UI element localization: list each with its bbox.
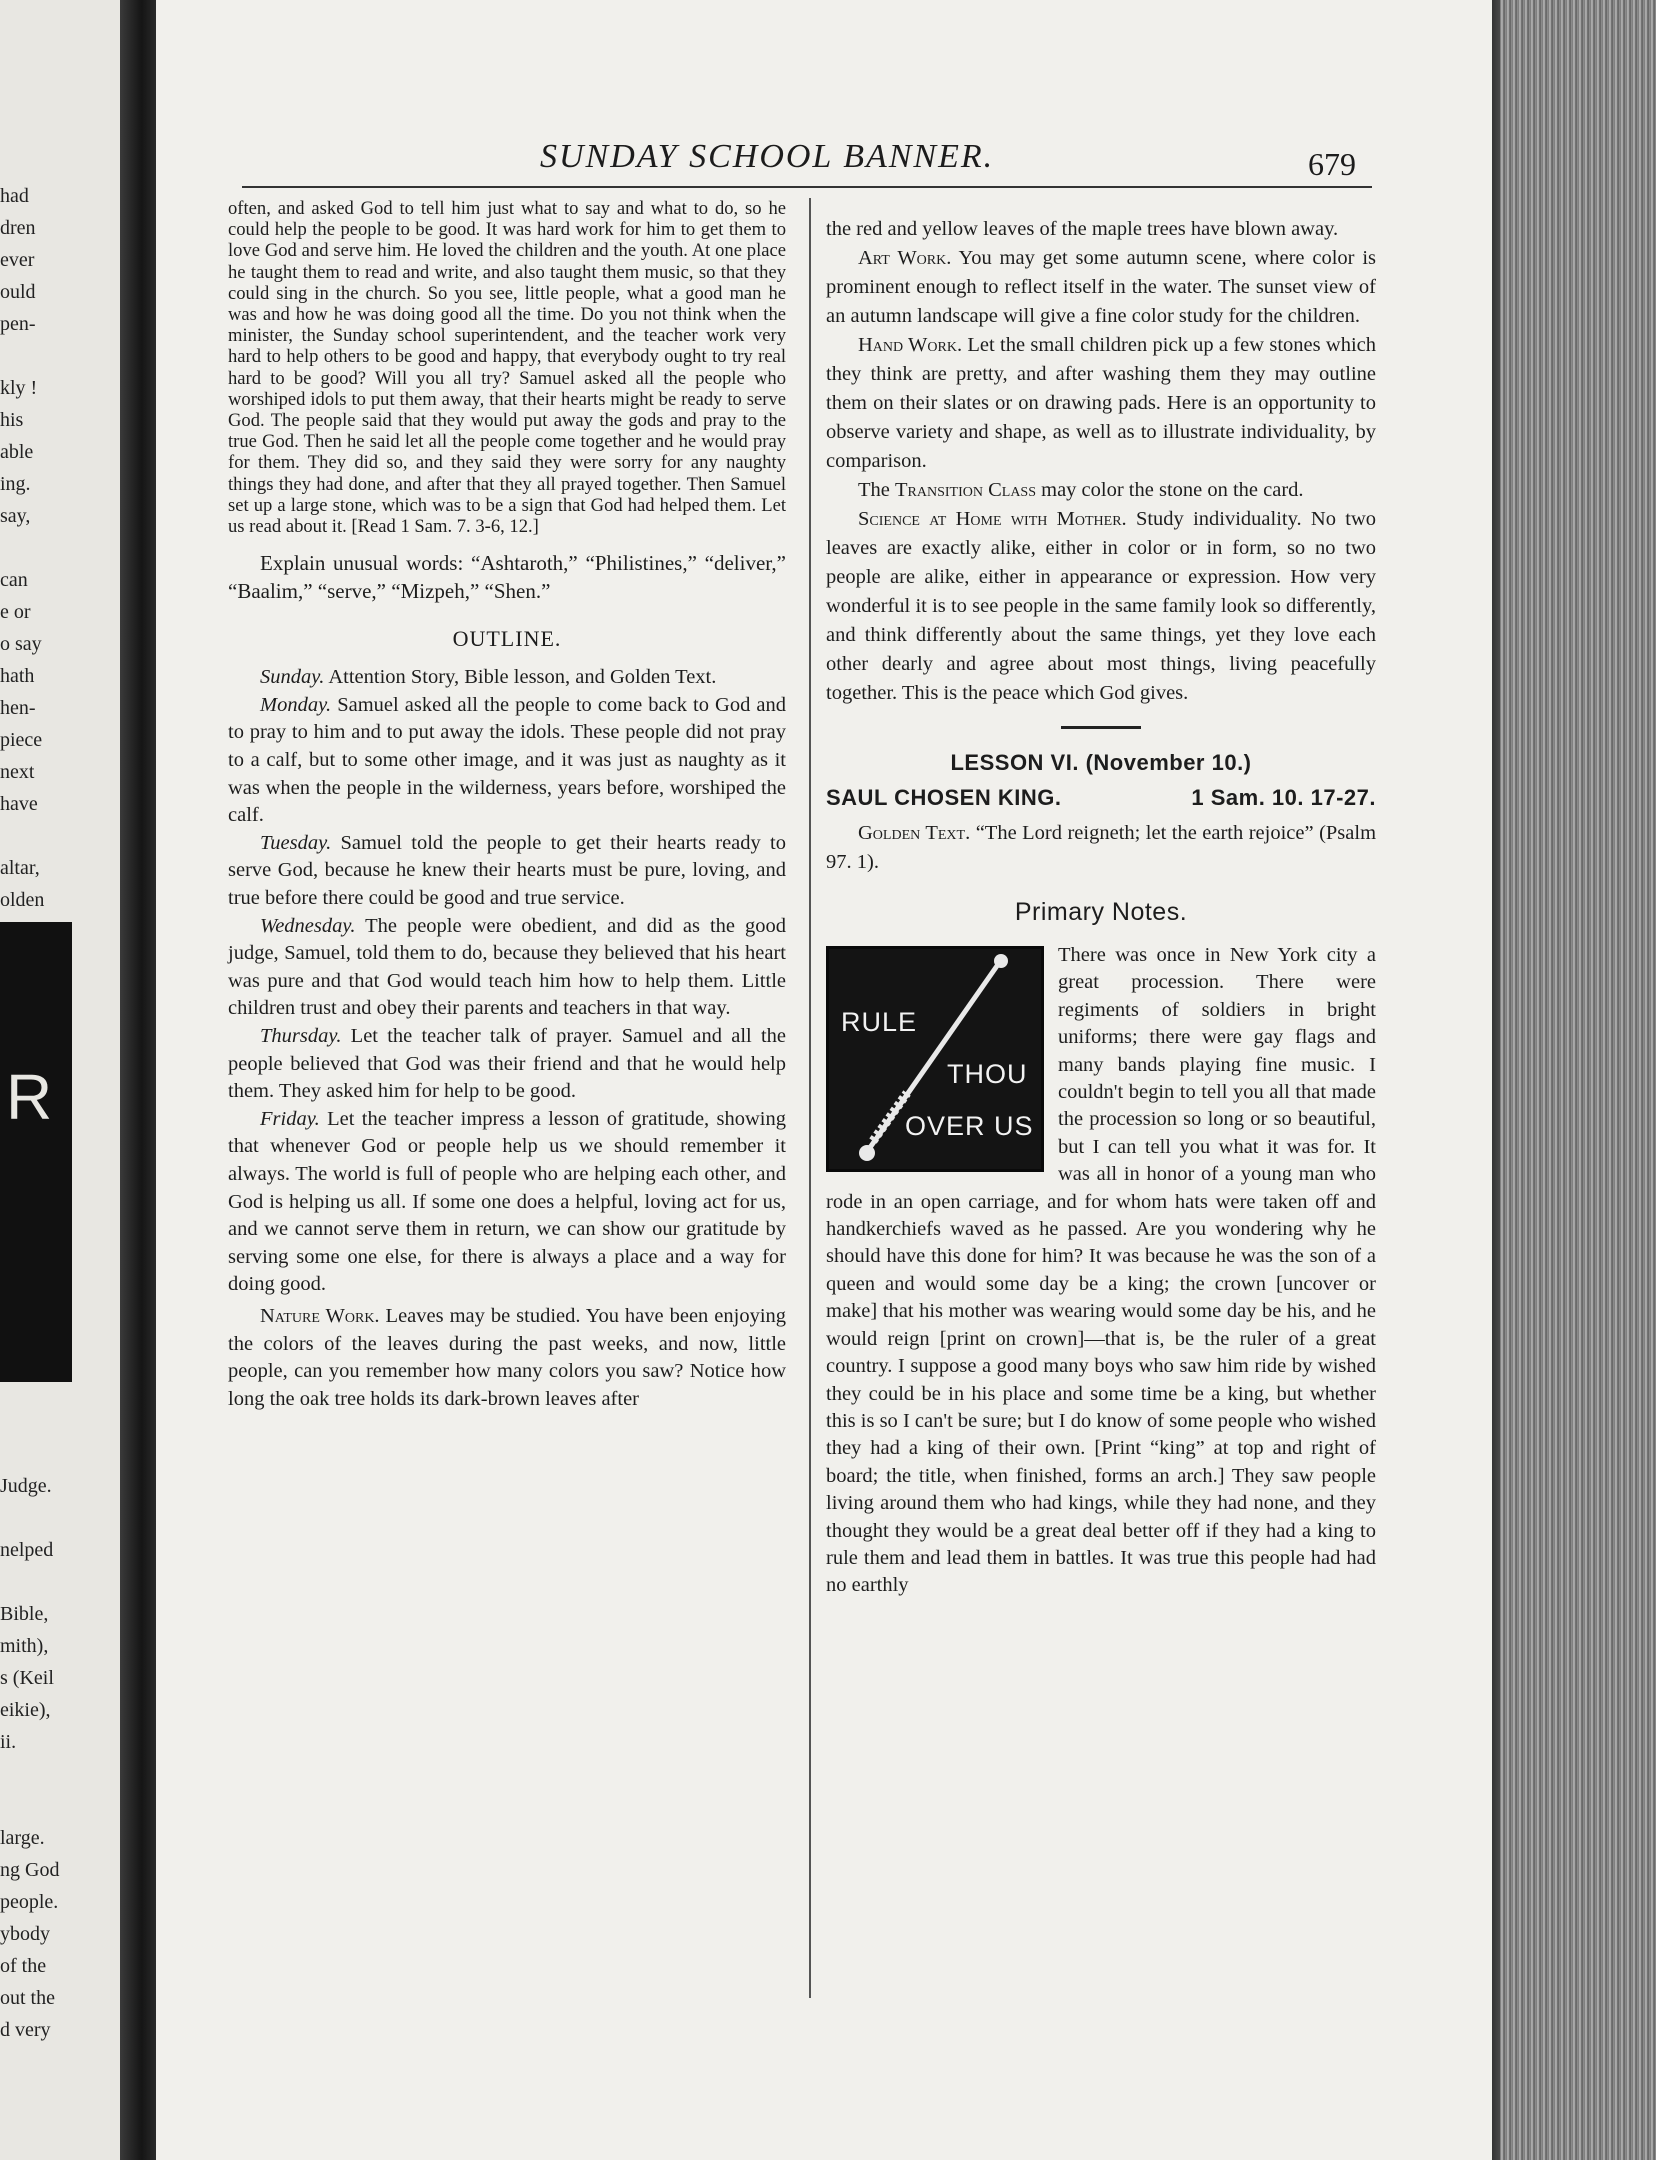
outline-day-text: Samuel told the people to get their hearts ready to serve God, because he knew their hearts must be pure, loving, and true before there could be good and true service. — [228, 831, 786, 909]
facing-page-fragment: ould — [0, 281, 36, 303]
facing-page-fragment: people. — [0, 1891, 59, 1913]
facing-page-illustration — [0, 922, 72, 1382]
facing-page-fragment: ever — [0, 249, 35, 271]
outline-day-label: Monday. — [260, 693, 332, 716]
illustration-word-thou: THOU — [947, 1059, 1028, 1089]
facing-page-fragment — [0, 820, 120, 852]
outline-day-text: The people were obedient, and did as the good judge, Samuel, told them to do, because they believed that his heart was pure and that God would teach him how to help them. Little children trust and obey their parents and teachers in that way. — [228, 914, 786, 1020]
nature-work-text: Leaves may be studied. You have been enjoying the colors of the leaves during the past weeks, and now, little people, can you remember how many colors you saw? Notice how long the oak tree holds its dark-brown leaves after — [228, 1304, 787, 1410]
facing-page-fragment: hen- — [0, 697, 36, 719]
outline-day-text: Attention Story, Bible lesson, and Golden Text. — [324, 666, 717, 689]
hand-work-paragraph — [826, 331, 1376, 476]
facing-page-fragment: o say — [0, 633, 42, 655]
facing-page-fragment — [0, 1758, 120, 1790]
book-gutter — [120, 0, 156, 2160]
facing-page-fragment — [0, 340, 120, 372]
facing-page-fragment: piece — [0, 729, 43, 751]
golden-text-label: Golden Text. — [858, 822, 971, 844]
hand-work-label: Hand Work. — [858, 334, 963, 356]
facing-page-fragments-lower — [0, 1470, 120, 2046]
outline-day-text: Samuel asked all the people to come back to God and to pray to him and to put away the idols. These people did not pray to a calf, but to some other image, and it was just as naughty as it was when the people in the wilderness, years before, worshiped the calf. — [228, 693, 786, 827]
outline-heading: OUTLINE. — [452, 626, 562, 652]
facing-page-fragment: Judge. — [0, 1475, 52, 1497]
facing-page — [0, 0, 120, 2160]
facing-page-fragment: kly ! — [0, 377, 38, 399]
art-work-paragraph — [826, 244, 1376, 331]
lesson-heading: LESSON VI. (November 10.) — [950, 750, 1252, 775]
facing-page-fragment: next — [0, 761, 35, 783]
facing-page-illustration-letter: R — [6, 1061, 53, 1133]
science-text: Study individuality. No two leaves are exactly alike, either in color or in form, so no two people are alike, either in appearance or expression. How very wonderful it is to see people in the same family look so differently, and think differently about the same things, yet they love each other dearly and agree about most things, living peacefully together. This is the peace which God gives. — [826, 508, 1376, 704]
golden-text: “The Lord reigneth; let the earth rejoice” (Psalm 97. 1). — [826, 822, 1377, 873]
facing-page-fragment: large. — [0, 1827, 45, 1849]
nature-work-paragraph — [228, 1303, 786, 1413]
facing-page-fragment: his — [0, 409, 24, 431]
running-head: SUNDAY SCHOOL BANNER. — [540, 138, 995, 175]
facing-page-fragment: out the — [0, 1987, 55, 2009]
facing-page-fragment: altar, — [0, 857, 40, 879]
outline-day-label: Sunday. — [260, 666, 325, 689]
art-work-text: You may get some autumn scene, where color is prominent enough to reflect itself in the water. The sunset view of an autumn landscape will give a fine color study for the children. — [826, 247, 1376, 327]
outline-day-text: Let the teacher impress a lesson of gratitude, showing that whenever God or people help us we should remember it always. The world is full of people who are helping each other, and God is helping us all. If some one does a helpful, loving act for us, and we cannot serve them in return, we can show our gratitude by serving some one else, for there is always a place and a way for doing good. — [228, 1107, 786, 1296]
facing-page-fragment: ybody — [0, 1923, 50, 1945]
facing-page-fragment: say, — [0, 505, 31, 527]
transition-class-label: Transition Class — [895, 479, 1036, 501]
facing-page-fragment: have — [0, 793, 38, 815]
outline-day-paragraph — [228, 1106, 786, 1299]
facing-page-fragment: ing. — [0, 473, 31, 495]
facing-page-fragment: pen- — [0, 313, 36, 335]
transition-pre: The — [858, 479, 890, 501]
art-work-label: Art Work. — [858, 247, 952, 269]
illustration-words-over-us: OVER US — [905, 1111, 1034, 1141]
explain-words-paragraph: Explain unusual words: “Ashtaroth,” “Philistines,” “deliver,” “Baalim,” “serve,” “Mizpeh,” “Shen.” — [228, 551, 786, 604]
primary-notes-text: There was once in New York city a great procession. There were regiments of soldiers in bright uniforms; there were gay flags and many bands playing fine music. I couldn't begin to tell you all that made the procession so long or so beautiful, but I can tell you what it was for. It was all in honor of a young man who rode in an open carriage, and for whom hats were taken off and handkerchiefs waved as he passed. Are you wondering why he should have this done for him? It was because he was the son of a queen and would some day be a king; the crown [uncover or make] that his mother was wearing would some day be his, and he would reign [print on crown]—that is, be the ruler of a great country. I suppose a good many boys who saw him ride by wished they could be in his place and some time be a king, but whether this is so I can't be sure; but I do know of some people who wished they had a king of their own. [Print “king” at top and right of board; the title, when finished, forms an arch.] They saw people living around them who had kings, while they had none, and they thought they would be a great deal better off if they had a king to rule them and lead them in battles. It was true this people had had no earthly — [826, 944, 1376, 1597]
outline-day-paragraph — [228, 913, 786, 1023]
outline-day-paragraph — [228, 692, 786, 830]
primary-notes-heading: Primary Notes. — [1014, 898, 1188, 926]
transition-class-text: may color the stone on the card. — [1041, 479, 1304, 501]
outline-day-label: Tuesday. — [260, 831, 332, 854]
outline-day-label: Thursday. — [260, 1024, 342, 1047]
golden-text-paragraph — [826, 819, 1376, 877]
outline-days — [228, 664, 786, 1299]
continuation-paragraph: the red and yellow leaves of the maple trees have blown away. — [826, 218, 1339, 240]
facing-page-fragment: e or — [0, 601, 31, 623]
science-paragraph — [826, 505, 1376, 708]
left-column — [228, 198, 786, 1413]
facing-page-fragment: dren — [0, 217, 36, 239]
facing-page-fragment: eikie), — [0, 1699, 51, 1721]
facing-page-fragment — [0, 1790, 120, 1822]
facing-page-fragment: nelped — [0, 1539, 54, 1561]
facing-page-fragment: mith), — [0, 1635, 49, 1657]
facing-page-fragment: Bible, — [0, 1603, 49, 1625]
rule-thou-over-us-illustration — [826, 946, 1044, 1172]
science-label: Science at Home with Mother. — [858, 508, 1127, 530]
outline-day-text: Let the teacher talk of prayer. Samuel and all the people believed that God was their friend and that he would help them. They asked him for help to be good. — [228, 1024, 786, 1103]
facing-page-fragment: hath — [0, 665, 35, 687]
nature-work-label: Nature Work. — [260, 1304, 380, 1327]
facing-page-fragment — [0, 532, 120, 564]
hand-work-text: Let the small children pick up a few stones which they think are pretty, and after washing them they may outline them on their slates or on drawing pads. Here is an opportunity to observe variety and shape, as well as to illustrate individuality, by comparison. — [826, 334, 1376, 472]
facing-page-fragment: olden — [0, 889, 45, 911]
facing-page-fragments-upper — [0, 180, 120, 916]
outline-day-label: Friday. — [260, 1107, 320, 1130]
facing-page-fragment — [0, 1566, 120, 1598]
outline-day-paragraph — [228, 830, 786, 913]
book-page-edges — [1500, 0, 1656, 2160]
facing-page-fragment: of the — [0, 1955, 47, 1977]
facing-page-fragment: s (Keil — [0, 1667, 54, 1689]
transition-class-paragraph — [826, 476, 1376, 505]
header-rule — [242, 186, 1372, 188]
opening-paragraph: often, and asked God to tell him just what to say and what to do, so he could help the people to be good. It was hard work for him to get them to love God and serve him. He loved the children and the youth. At one place he taught them to read and write, and also taught them music, so that they could sing in the church. So you see, little people, what a good man he was and how he was doing good all the time. Do you not think when the minister, the Sunday school superintendent, and the teacher work very hard to help others to be good and happy, that everybody ought to try real hard to be good? Will you all try? Samuel asked all the people who worshiped idols to put them away, that their hearts might be ready to serve God. The people said that they would put away the gods and pray to the true God. Then he said let all the people come together and he would pray for them. They did so, and they said they were sorry for any naughty things they had done, and after that they all prayed together. Then Samuel set up a large stone, which was to be a sign that God had helped them. Let us read about it. [Read 1 Sam. 7. 3-6, 12.] — [228, 198, 786, 538]
facing-page-fragment: can — [0, 569, 28, 591]
facing-page-fragment: ng God — [0, 1859, 60, 1881]
page-number: 679 — [1308, 146, 1356, 182]
facing-page-fragment: had — [0, 185, 29, 207]
facing-page-fragment: able — [0, 441, 34, 463]
lesson-title: SAUL CHOSEN KING. — [826, 785, 1062, 810]
facing-page-fragment: ii. — [0, 1731, 17, 1753]
illustration-word-rule: RULE — [841, 1007, 918, 1037]
section-separator — [1061, 726, 1141, 729]
lesson-reference: 1 Sam. 10. 17-27. — [1191, 785, 1376, 810]
column-rule — [809, 198, 811, 1998]
facing-page-fragment: d very — [0, 2019, 51, 2041]
facing-page-fragment — [0, 1502, 120, 1534]
right-column — [826, 215, 1376, 1600]
outline-day-label: Wednesday. — [260, 914, 356, 937]
outline-day-paragraph — [228, 1023, 786, 1106]
lesson-title-line — [826, 784, 1376, 811]
outline-day-paragraph — [228, 664, 786, 692]
